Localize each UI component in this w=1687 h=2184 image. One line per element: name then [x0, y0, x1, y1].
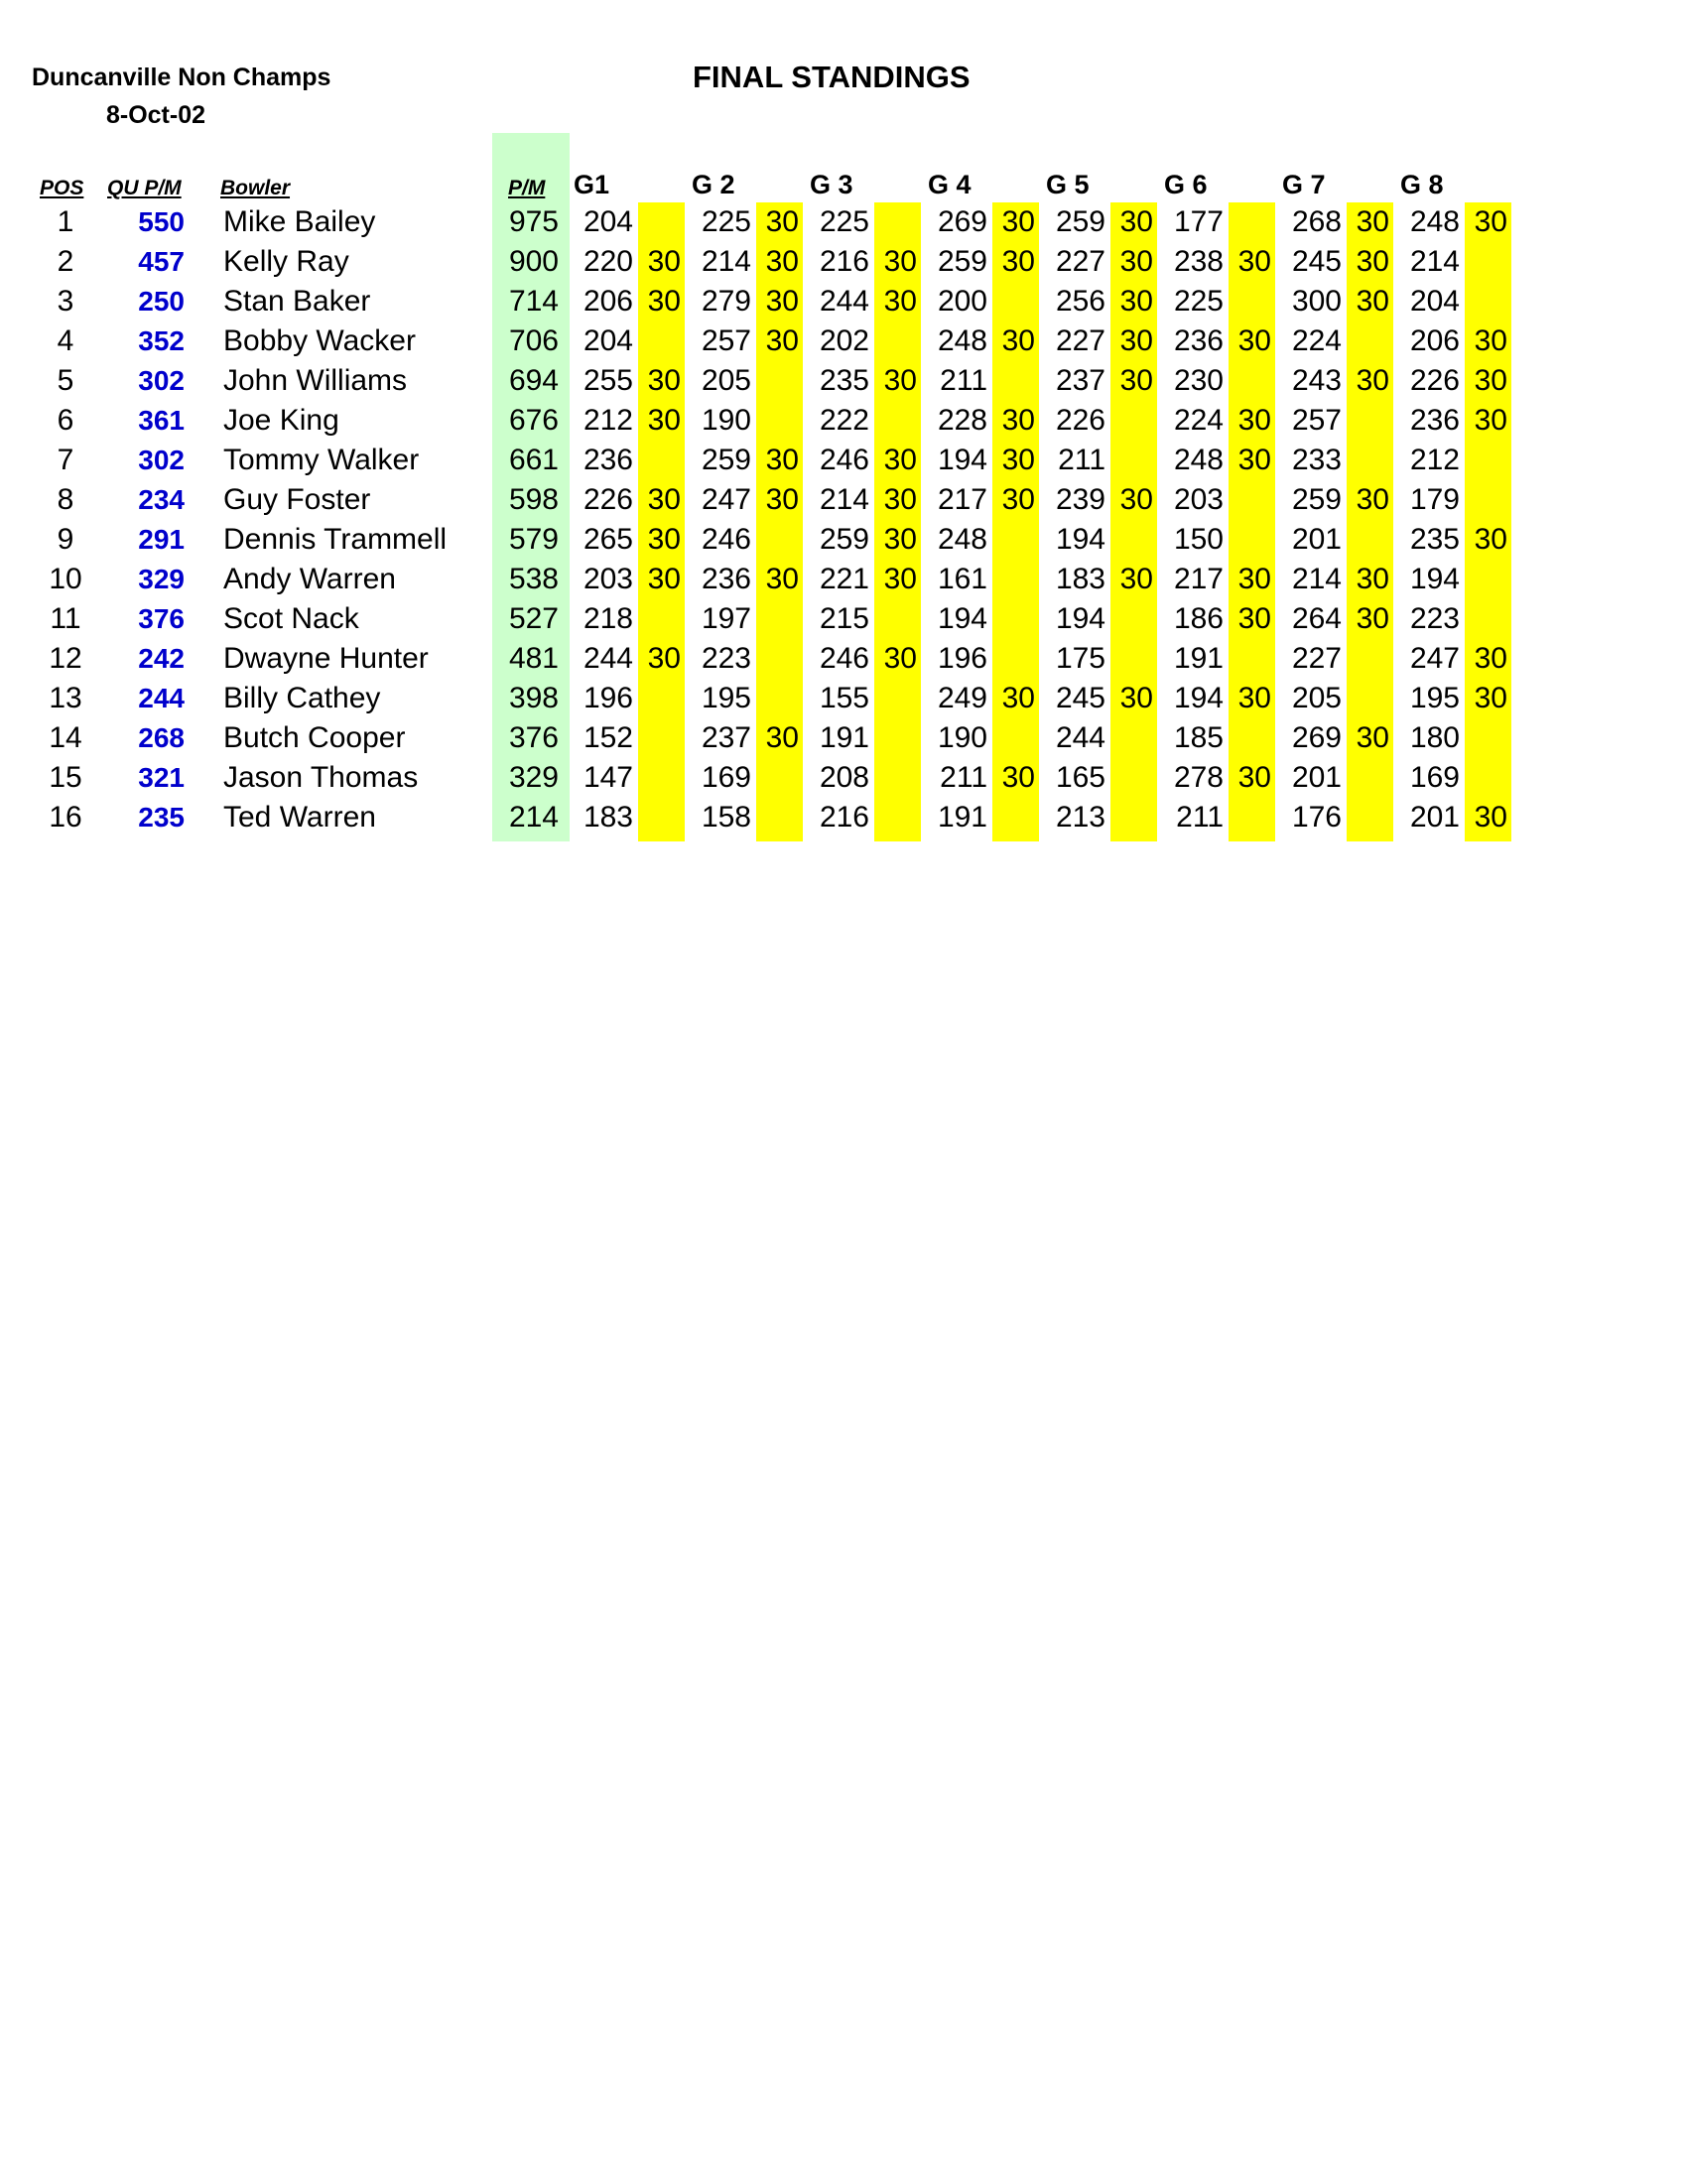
game-score-cell: 194 — [937, 444, 987, 476]
game-bonus-cell: 30 — [1474, 364, 1507, 397]
game-score-cell: 279 — [701, 285, 751, 318]
pm-total-cell: 527 — [508, 602, 559, 635]
qualifying-pm-cell: 550 — [138, 206, 185, 237]
game-score-cell: 216 — [819, 801, 869, 834]
table-row — [0, 679, 1687, 718]
game-score-cell: 191 — [937, 801, 987, 834]
game-bonus-cell: 30 — [883, 563, 917, 595]
game-score-cell: 246 — [819, 642, 869, 675]
game-score-cell: 150 — [1173, 523, 1224, 556]
game-score-cell: 208 — [819, 761, 869, 794]
game-bonus-cell: 30 — [647, 523, 681, 556]
game-score-cell: 202 — [819, 324, 869, 357]
game-score-cell: 190 — [937, 721, 987, 754]
game-score-cell: 233 — [1291, 444, 1342, 476]
game-score-cell: 221 — [819, 563, 869, 595]
game-score-cell: 179 — [1409, 483, 1460, 516]
game-score-cell: 220 — [583, 245, 633, 278]
position-cell: 6 — [57, 404, 74, 437]
game-score-cell: 176 — [1291, 801, 1342, 834]
game-score-cell: 264 — [1291, 602, 1342, 635]
game-score-cell: 196 — [937, 642, 987, 675]
bowler-name-cell: Guy Foster — [223, 483, 371, 516]
game-score-cell: 194 — [1055, 602, 1105, 635]
bowler-name-cell: Butch Cooper — [223, 721, 406, 754]
game-score-cell: 169 — [1409, 761, 1460, 794]
qualifying-pm-cell: 234 — [138, 484, 185, 515]
game-score-cell: 161 — [937, 563, 987, 595]
game-score-cell: 259 — [819, 523, 869, 556]
qualifying-pm-cell: 352 — [138, 325, 185, 356]
pm-total-cell: 481 — [508, 642, 559, 675]
game-score-cell: 236 — [701, 563, 751, 595]
game-score-cell: 205 — [1291, 682, 1342, 714]
position-cell: 14 — [49, 721, 82, 754]
game-bonus-cell: 30 — [765, 205, 799, 238]
game-score-cell: 212 — [1409, 444, 1460, 476]
qualifying-pm-cell: 244 — [138, 683, 185, 713]
game-score-cell: 247 — [701, 483, 751, 516]
game-score-cell: 226 — [1055, 404, 1105, 437]
position-cell: 3 — [57, 285, 74, 318]
game-score-cell: 230 — [1173, 364, 1224, 397]
game-score-cell: 203 — [1173, 483, 1224, 516]
game-bonus-cell: 30 — [1001, 444, 1035, 476]
game-score-cell: 190 — [701, 404, 751, 437]
table-row — [0, 718, 1687, 758]
header-game-5: G 5 — [1046, 170, 1090, 199]
game-bonus-cell: 30 — [883, 245, 917, 278]
header-game-6: G 6 — [1164, 170, 1208, 199]
pm-total-cell: 900 — [508, 245, 559, 278]
game-score-cell: 245 — [1291, 245, 1342, 278]
game-bonus-cell: 30 — [1356, 721, 1389, 754]
game-score-cell: 158 — [701, 801, 751, 834]
game-score-cell: 244 — [819, 285, 869, 318]
game-score-cell: 203 — [583, 563, 633, 595]
game-score-cell: 243 — [1291, 364, 1342, 397]
game-score-cell: 211 — [1176, 801, 1224, 834]
game-bonus-cell: 30 — [1237, 404, 1271, 437]
game-bonus-cell: 30 — [1001, 682, 1035, 714]
game-score-cell: 225 — [701, 205, 751, 238]
qualifying-pm-cell: 250 — [138, 286, 185, 317]
game-bonus-cell: 30 — [883, 642, 917, 675]
table-row — [0, 520, 1687, 560]
table-row — [0, 560, 1687, 599]
bowler-name-cell: Tommy Walker — [223, 444, 420, 476]
game-bonus-cell: 30 — [1356, 563, 1389, 595]
game-score-cell: 206 — [583, 285, 633, 318]
game-score-cell: 204 — [583, 324, 633, 357]
game-score-cell: 201 — [1409, 801, 1460, 834]
game-score-cell: 183 — [583, 801, 633, 834]
bowler-name-cell: Scot Nack — [223, 602, 359, 635]
game-score-cell: 248 — [1409, 205, 1460, 238]
game-bonus-cell: 30 — [1119, 285, 1153, 318]
position-cell: 2 — [57, 245, 74, 278]
game-bonus-cell: 30 — [883, 523, 917, 556]
game-bonus-cell: 30 — [1237, 324, 1271, 357]
game-score-cell: 269 — [1291, 721, 1342, 754]
position-cell: 13 — [49, 682, 82, 714]
header-game-7: G 7 — [1282, 170, 1326, 199]
game-score-cell: 259 — [701, 444, 751, 476]
position-cell: 8 — [57, 483, 74, 516]
bowler-name-cell: Mike Bailey — [223, 205, 376, 238]
bowler-name-cell: Kelly Ray — [223, 245, 349, 278]
qualifying-pm-cell: 329 — [138, 564, 185, 594]
game-score-cell: 255 — [583, 364, 633, 397]
header-game-4: G 4 — [928, 170, 972, 199]
game-score-cell: 236 — [1173, 324, 1224, 357]
game-score-cell: 211 — [1058, 444, 1105, 476]
game-bonus-cell: 30 — [883, 285, 917, 318]
game-score-cell: 206 — [1409, 324, 1460, 357]
game-score-cell: 194 — [1173, 682, 1224, 714]
game-score-cell: 215 — [819, 602, 869, 635]
game-score-cell: 247 — [1409, 642, 1460, 675]
header-pm: P/M — [508, 177, 546, 199]
game-bonus-cell: 30 — [1474, 801, 1507, 834]
header-game-2: G 2 — [692, 170, 735, 199]
game-score-cell: 224 — [1291, 324, 1342, 357]
pm-total-cell: 661 — [508, 444, 559, 476]
game-score-cell: 214 — [819, 483, 869, 516]
game-bonus-cell: 30 — [647, 404, 681, 437]
game-bonus-cell: 30 — [1474, 682, 1507, 714]
position-cell: 10 — [49, 563, 82, 595]
game-bonus-cell: 30 — [765, 285, 799, 318]
game-bonus-cell: 30 — [1474, 642, 1507, 675]
table-row — [0, 242, 1687, 282]
table-row — [0, 758, 1687, 798]
game-bonus-cell: 30 — [1356, 602, 1389, 635]
game-score-cell: 227 — [1055, 324, 1105, 357]
game-bonus-cell: 30 — [1119, 324, 1153, 357]
game-bonus-cell: 30 — [883, 364, 917, 397]
game-score-cell: 191 — [819, 721, 869, 754]
game-score-cell: 236 — [1409, 404, 1460, 437]
bowler-name-cell: Stan Baker — [223, 285, 371, 318]
pm-total-cell: 329 — [508, 761, 559, 794]
game-score-cell: 246 — [819, 444, 869, 476]
game-bonus-cell: 30 — [1119, 205, 1153, 238]
bowler-name-cell: Billy Cathey — [223, 682, 381, 714]
table-row — [0, 639, 1687, 679]
pm-total-cell: 975 — [508, 205, 559, 238]
game-bonus-cell: 30 — [647, 364, 681, 397]
game-bonus-cell: 30 — [765, 245, 799, 278]
table-row — [0, 202, 1687, 242]
game-score-cell: 246 — [701, 523, 751, 556]
page-title: FINAL STANDINGS — [693, 60, 971, 94]
game-score-cell: 200 — [937, 285, 987, 318]
game-score-cell: 278 — [1173, 761, 1224, 794]
table-row — [0, 282, 1687, 321]
game-score-cell: 177 — [1173, 205, 1224, 238]
table-row — [0, 441, 1687, 480]
game-score-cell: 300 — [1291, 285, 1342, 318]
game-score-cell: 237 — [1055, 364, 1105, 397]
game-bonus-cell: 30 — [1356, 483, 1389, 516]
game-bonus-cell: 30 — [647, 483, 681, 516]
game-score-cell: 214 — [1291, 563, 1342, 595]
game-score-cell: 227 — [1291, 642, 1342, 675]
game-score-cell: 165 — [1055, 761, 1105, 794]
game-bonus-cell: 30 — [1119, 563, 1153, 595]
game-score-cell: 235 — [1409, 523, 1460, 556]
game-bonus-cell: 30 — [1119, 245, 1153, 278]
bowler-name-cell: Joe King — [223, 404, 339, 437]
bowler-name-cell: Jason Thomas — [223, 761, 419, 794]
game-bonus-cell: 30 — [1474, 523, 1507, 556]
pm-total-cell: 376 — [508, 721, 559, 754]
game-bonus-cell: 30 — [647, 563, 681, 595]
header-qu-pm: QU P/M — [107, 177, 182, 199]
game-score-cell: 197 — [701, 602, 751, 635]
header-bowler: Bowler — [220, 177, 291, 199]
game-score-cell: 265 — [583, 523, 633, 556]
table-row — [0, 361, 1687, 401]
game-bonus-cell: 30 — [1474, 205, 1507, 238]
table-row — [0, 798, 1687, 837]
qualifying-pm-cell: 457 — [138, 246, 185, 277]
game-bonus-cell: 30 — [1356, 364, 1389, 397]
game-score-cell: 269 — [937, 205, 987, 238]
game-score-cell: 223 — [1409, 602, 1460, 635]
game-score-cell: 213 — [1055, 801, 1105, 834]
game-score-cell: 239 — [1055, 483, 1105, 516]
game-score-cell: 191 — [1173, 642, 1224, 675]
game-score-cell: 226 — [1409, 364, 1460, 397]
game-score-cell: 194 — [937, 602, 987, 635]
game-score-cell: 185 — [1173, 721, 1224, 754]
header-game-8: G 8 — [1400, 170, 1444, 199]
game-score-cell: 147 — [583, 761, 633, 794]
game-bonus-cell: 30 — [1001, 205, 1035, 238]
game-score-cell: 237 — [701, 721, 751, 754]
game-score-cell: 152 — [583, 721, 633, 754]
game-bonus-cell: 30 — [1474, 404, 1507, 437]
game-score-cell: 257 — [701, 324, 751, 357]
game-bonus-cell: 30 — [1237, 245, 1271, 278]
game-score-cell: 194 — [1055, 523, 1105, 556]
game-score-cell: 214 — [701, 245, 751, 278]
game-score-cell: 201 — [1291, 523, 1342, 556]
qualifying-pm-cell: 302 — [138, 365, 185, 396]
game-score-cell: 224 — [1173, 404, 1224, 437]
position-cell: 15 — [49, 761, 82, 794]
game-score-cell: 238 — [1173, 245, 1224, 278]
game-bonus-cell: 30 — [765, 483, 799, 516]
game-bonus-cell: 30 — [1237, 444, 1271, 476]
game-score-cell: 195 — [1409, 682, 1460, 714]
game-bonus-cell: 30 — [1474, 324, 1507, 357]
game-score-cell: 169 — [701, 761, 751, 794]
game-bonus-cell: 30 — [1001, 761, 1035, 794]
game-score-cell: 204 — [1409, 285, 1460, 318]
game-bonus-cell: 30 — [647, 245, 681, 278]
pm-total-cell: 694 — [508, 364, 559, 397]
qualifying-pm-cell: 268 — [138, 722, 185, 753]
game-bonus-cell: 30 — [1356, 285, 1389, 318]
pm-total-cell: 398 — [508, 682, 559, 714]
game-score-cell: 223 — [701, 642, 751, 675]
position-cell: 7 — [57, 444, 74, 476]
qualifying-pm-cell: 291 — [138, 524, 185, 555]
game-score-cell: 227 — [1055, 245, 1105, 278]
qualifying-pm-cell: 376 — [138, 603, 185, 634]
game-bonus-cell: 30 — [1356, 245, 1389, 278]
position-cell: 12 — [49, 642, 82, 675]
game-score-cell: 268 — [1291, 205, 1342, 238]
pm-total-cell: 676 — [508, 404, 559, 437]
bowler-name-cell: Bobby Wacker — [223, 324, 416, 357]
game-bonus-cell: 30 — [883, 444, 917, 476]
game-score-cell: 225 — [1173, 285, 1224, 318]
game-bonus-cell: 30 — [765, 721, 799, 754]
game-score-cell: 228 — [937, 404, 987, 437]
position-cell: 1 — [57, 205, 74, 238]
table-row — [0, 599, 1687, 639]
game-score-cell: 201 — [1291, 761, 1342, 794]
game-score-cell: 155 — [819, 682, 869, 714]
position-cell: 4 — [57, 324, 74, 357]
game-score-cell: 194 — [1409, 563, 1460, 595]
game-score-cell: 248 — [937, 523, 987, 556]
game-score-cell: 245 — [1055, 682, 1105, 714]
game-score-cell: 259 — [1291, 483, 1342, 516]
position-cell: 9 — [57, 523, 74, 556]
league-name: Duncanville Non Champs — [32, 64, 331, 91]
game-bonus-cell: 30 — [1356, 205, 1389, 238]
pm-total-cell: 579 — [508, 523, 559, 556]
game-score-cell: 217 — [937, 483, 987, 516]
game-bonus-cell: 30 — [1119, 364, 1153, 397]
bowler-name-cell: Andy Warren — [223, 563, 396, 595]
game-score-cell: 196 — [583, 682, 633, 714]
position-cell: 5 — [57, 364, 74, 397]
league-date: 8-Oct-02 — [105, 101, 206, 129]
pm-total-cell: 706 — [508, 324, 559, 357]
game-bonus-cell: 30 — [647, 642, 681, 675]
game-bonus-cell: 30 — [765, 563, 799, 595]
position-cell: 16 — [49, 801, 82, 834]
game-bonus-cell: 30 — [1001, 245, 1035, 278]
game-bonus-cell: 30 — [1001, 404, 1035, 437]
pm-total-cell: 214 — [508, 801, 559, 834]
game-score-cell: 256 — [1055, 285, 1105, 318]
table-row — [0, 321, 1687, 361]
header-pos: POS — [40, 177, 84, 199]
game-score-cell: 236 — [583, 444, 633, 476]
game-bonus-cell: 30 — [1001, 483, 1035, 516]
position-cell: 11 — [50, 602, 81, 635]
game-bonus-cell: 30 — [1119, 483, 1153, 516]
game-bonus-cell: 30 — [1237, 682, 1271, 714]
game-score-cell: 257 — [1291, 404, 1342, 437]
game-bonus-cell: 30 — [647, 285, 681, 318]
qualifying-pm-cell: 302 — [138, 445, 185, 475]
header-game-3: G 3 — [810, 170, 853, 199]
game-score-cell: 211 — [940, 761, 987, 794]
game-score-cell: 204 — [583, 205, 633, 238]
game-score-cell: 248 — [937, 324, 987, 357]
game-bonus-cell: 30 — [1001, 324, 1035, 357]
game-score-cell: 212 — [583, 404, 633, 437]
game-score-cell: 195 — [701, 682, 751, 714]
game-score-cell: 183 — [1055, 563, 1105, 595]
game-score-cell: 244 — [1055, 721, 1105, 754]
table-row — [0, 480, 1687, 520]
game-score-cell: 205 — [701, 364, 751, 397]
bowler-name-cell: Dwayne Hunter — [223, 642, 429, 675]
game-score-cell: 175 — [1055, 642, 1105, 675]
bowler-name-cell: Dennis Trammell — [223, 523, 448, 556]
game-bonus-cell: 30 — [1237, 563, 1271, 595]
qualifying-pm-cell: 361 — [138, 405, 185, 436]
game-score-cell: 226 — [583, 483, 633, 516]
game-score-cell: 222 — [819, 404, 869, 437]
bowler-name-cell: Ted Warren — [223, 801, 376, 834]
game-bonus-cell: 30 — [1237, 602, 1271, 635]
game-score-cell: 218 — [583, 602, 633, 635]
game-score-cell: 235 — [819, 364, 869, 397]
qualifying-pm-cell: 235 — [138, 802, 185, 833]
game-score-cell: 249 — [937, 682, 987, 714]
qualifying-pm-cell: 242 — [138, 643, 185, 674]
game-score-cell: 244 — [583, 642, 633, 675]
game-score-cell: 217 — [1173, 563, 1224, 595]
pm-total-cell: 538 — [508, 563, 559, 595]
game-score-cell: 186 — [1173, 602, 1224, 635]
table-row — [0, 401, 1687, 441]
game-score-cell: 211 — [940, 364, 987, 397]
pm-total-cell: 598 — [508, 483, 559, 516]
game-bonus-cell: 30 — [765, 324, 799, 357]
bowler-name-cell: John Williams — [223, 364, 408, 397]
game-bonus-cell: 30 — [765, 444, 799, 476]
game-score-cell: 248 — [1173, 444, 1224, 476]
header-game-1: G1 — [574, 170, 610, 199]
pm-total-cell: 714 — [508, 285, 559, 318]
game-bonus-cell: 30 — [1237, 761, 1271, 794]
game-score-cell: 214 — [1409, 245, 1460, 278]
game-score-cell: 225 — [819, 205, 869, 238]
game-bonus-cell: 30 — [883, 483, 917, 516]
game-bonus-cell: 30 — [1119, 682, 1153, 714]
qualifying-pm-cell: 321 — [138, 762, 185, 793]
game-score-cell: 180 — [1409, 721, 1460, 754]
game-score-cell: 259 — [937, 245, 987, 278]
game-score-cell: 216 — [819, 245, 869, 278]
game-score-cell: 259 — [1055, 205, 1105, 238]
